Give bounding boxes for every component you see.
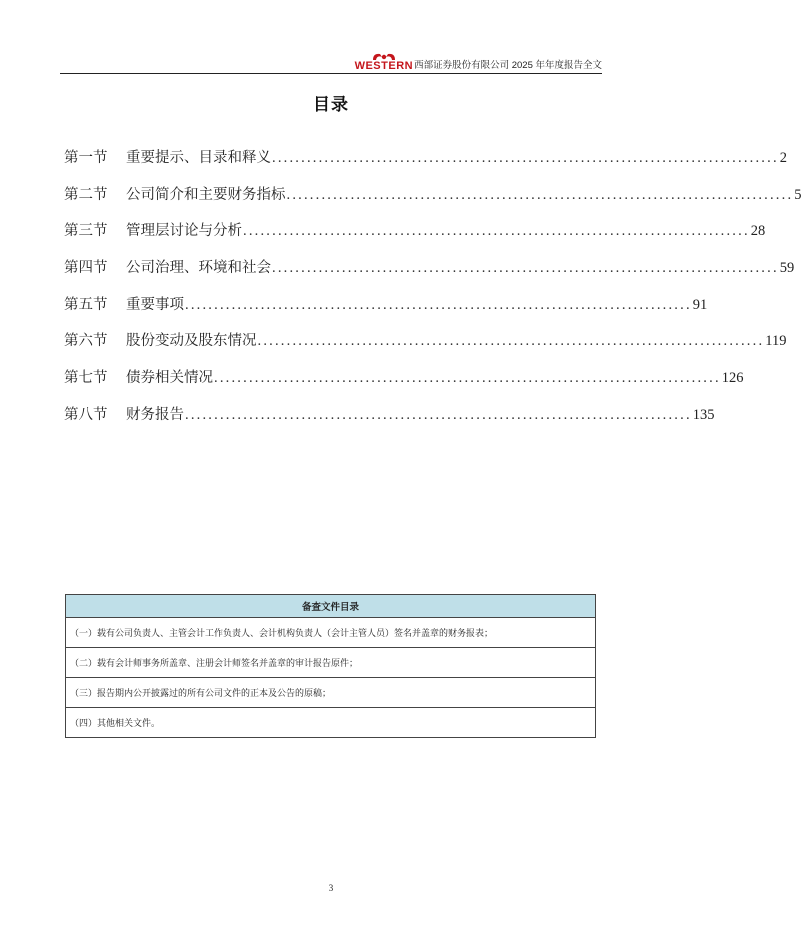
toc-title: 重要提示、目录和释义 [126, 150, 271, 166]
toc-page: 2 [779, 150, 788, 166]
toc-leader: ....................................................................................... [272, 260, 779, 276]
toc-entry[interactable] [64, 403, 715, 427]
table-header: 备查文件目录 [66, 595, 596, 618]
table-row: （三）报告期内公开披露过的所有公司文件的正本及公告的原稿； [66, 678, 596, 708]
bull-horns-icon [371, 51, 397, 61]
toc-leader: ....................................................................................... [243, 223, 750, 239]
page-title: 目录 [313, 95, 349, 115]
toc-page: 126 [721, 370, 744, 386]
toc-leader: ....................................................................................... [286, 187, 794, 203]
toc-section: 第五节 [64, 297, 108, 313]
toc-entry[interactable] [64, 219, 766, 243]
toc-page: 28 [750, 223, 766, 239]
toc-title: 债券相关情况 [126, 370, 213, 386]
toc-page: 135 [692, 407, 715, 423]
toc-leader: ....................................................................................... [185, 297, 692, 313]
toc-entry[interactable] [64, 183, 802, 207]
table-row: （二）载有会计师事务所盖章、注册会计师签名并盖章的审计报告原件； [66, 648, 596, 678]
toc-section: 第七节 [64, 370, 108, 386]
toc-page: 59 [779, 260, 795, 276]
toc-title: 管理层讨论与分析 [126, 223, 242, 239]
toc-leader: ....................................................................................... [185, 407, 692, 423]
company-logo [355, 60, 414, 72]
toc-leader: ....................................................................................... [272, 150, 779, 166]
toc-entry[interactable] [64, 256, 795, 280]
toc-title: 股份变动及股东情况 [126, 333, 257, 349]
filing-documents-table [65, 594, 596, 738]
toc-section: 第六节 [64, 333, 108, 349]
toc-section: 第二节 [64, 187, 108, 203]
toc-entry[interactable] [64, 146, 788, 170]
table-row: （四）其他相关文件。 [66, 708, 596, 738]
toc-page: 119 [765, 333, 787, 349]
toc-page: 5 [794, 187, 802, 203]
toc-section: 第三节 [64, 223, 108, 239]
logo-text: WESTERN [354, 60, 414, 72]
header-brand [355, 54, 602, 72]
page-number: 3 [328, 883, 334, 893]
toc-section: 第八节 [64, 407, 108, 423]
toc-page: 91 [692, 297, 708, 313]
toc-title: 公司简介和主要财务指标 [126, 187, 286, 203]
table-row: （一）载有公司负责人、主管会计工作负责人、会计机构负责人（会计主管人员）签名并盖章的财务报表； [66, 618, 596, 648]
toc-title: 财务报告 [126, 407, 184, 423]
company-report-title: 西部证券股份有限公司 2025 年年度报告全文 [414, 60, 602, 71]
toc-title: 重要事项 [126, 297, 184, 313]
toc-entry[interactable] [64, 293, 708, 317]
page-header [60, 47, 602, 74]
toc-section: 第一节 [64, 150, 108, 166]
toc-leader: ....................................................................................... [257, 333, 765, 349]
toc-title: 公司治理、环境和社会 [126, 260, 271, 276]
toc-leader: ....................................................................................... [214, 370, 721, 386]
toc-entry[interactable] [64, 329, 787, 353]
toc-entry[interactable] [64, 366, 744, 390]
toc-section: 第四节 [64, 260, 108, 276]
